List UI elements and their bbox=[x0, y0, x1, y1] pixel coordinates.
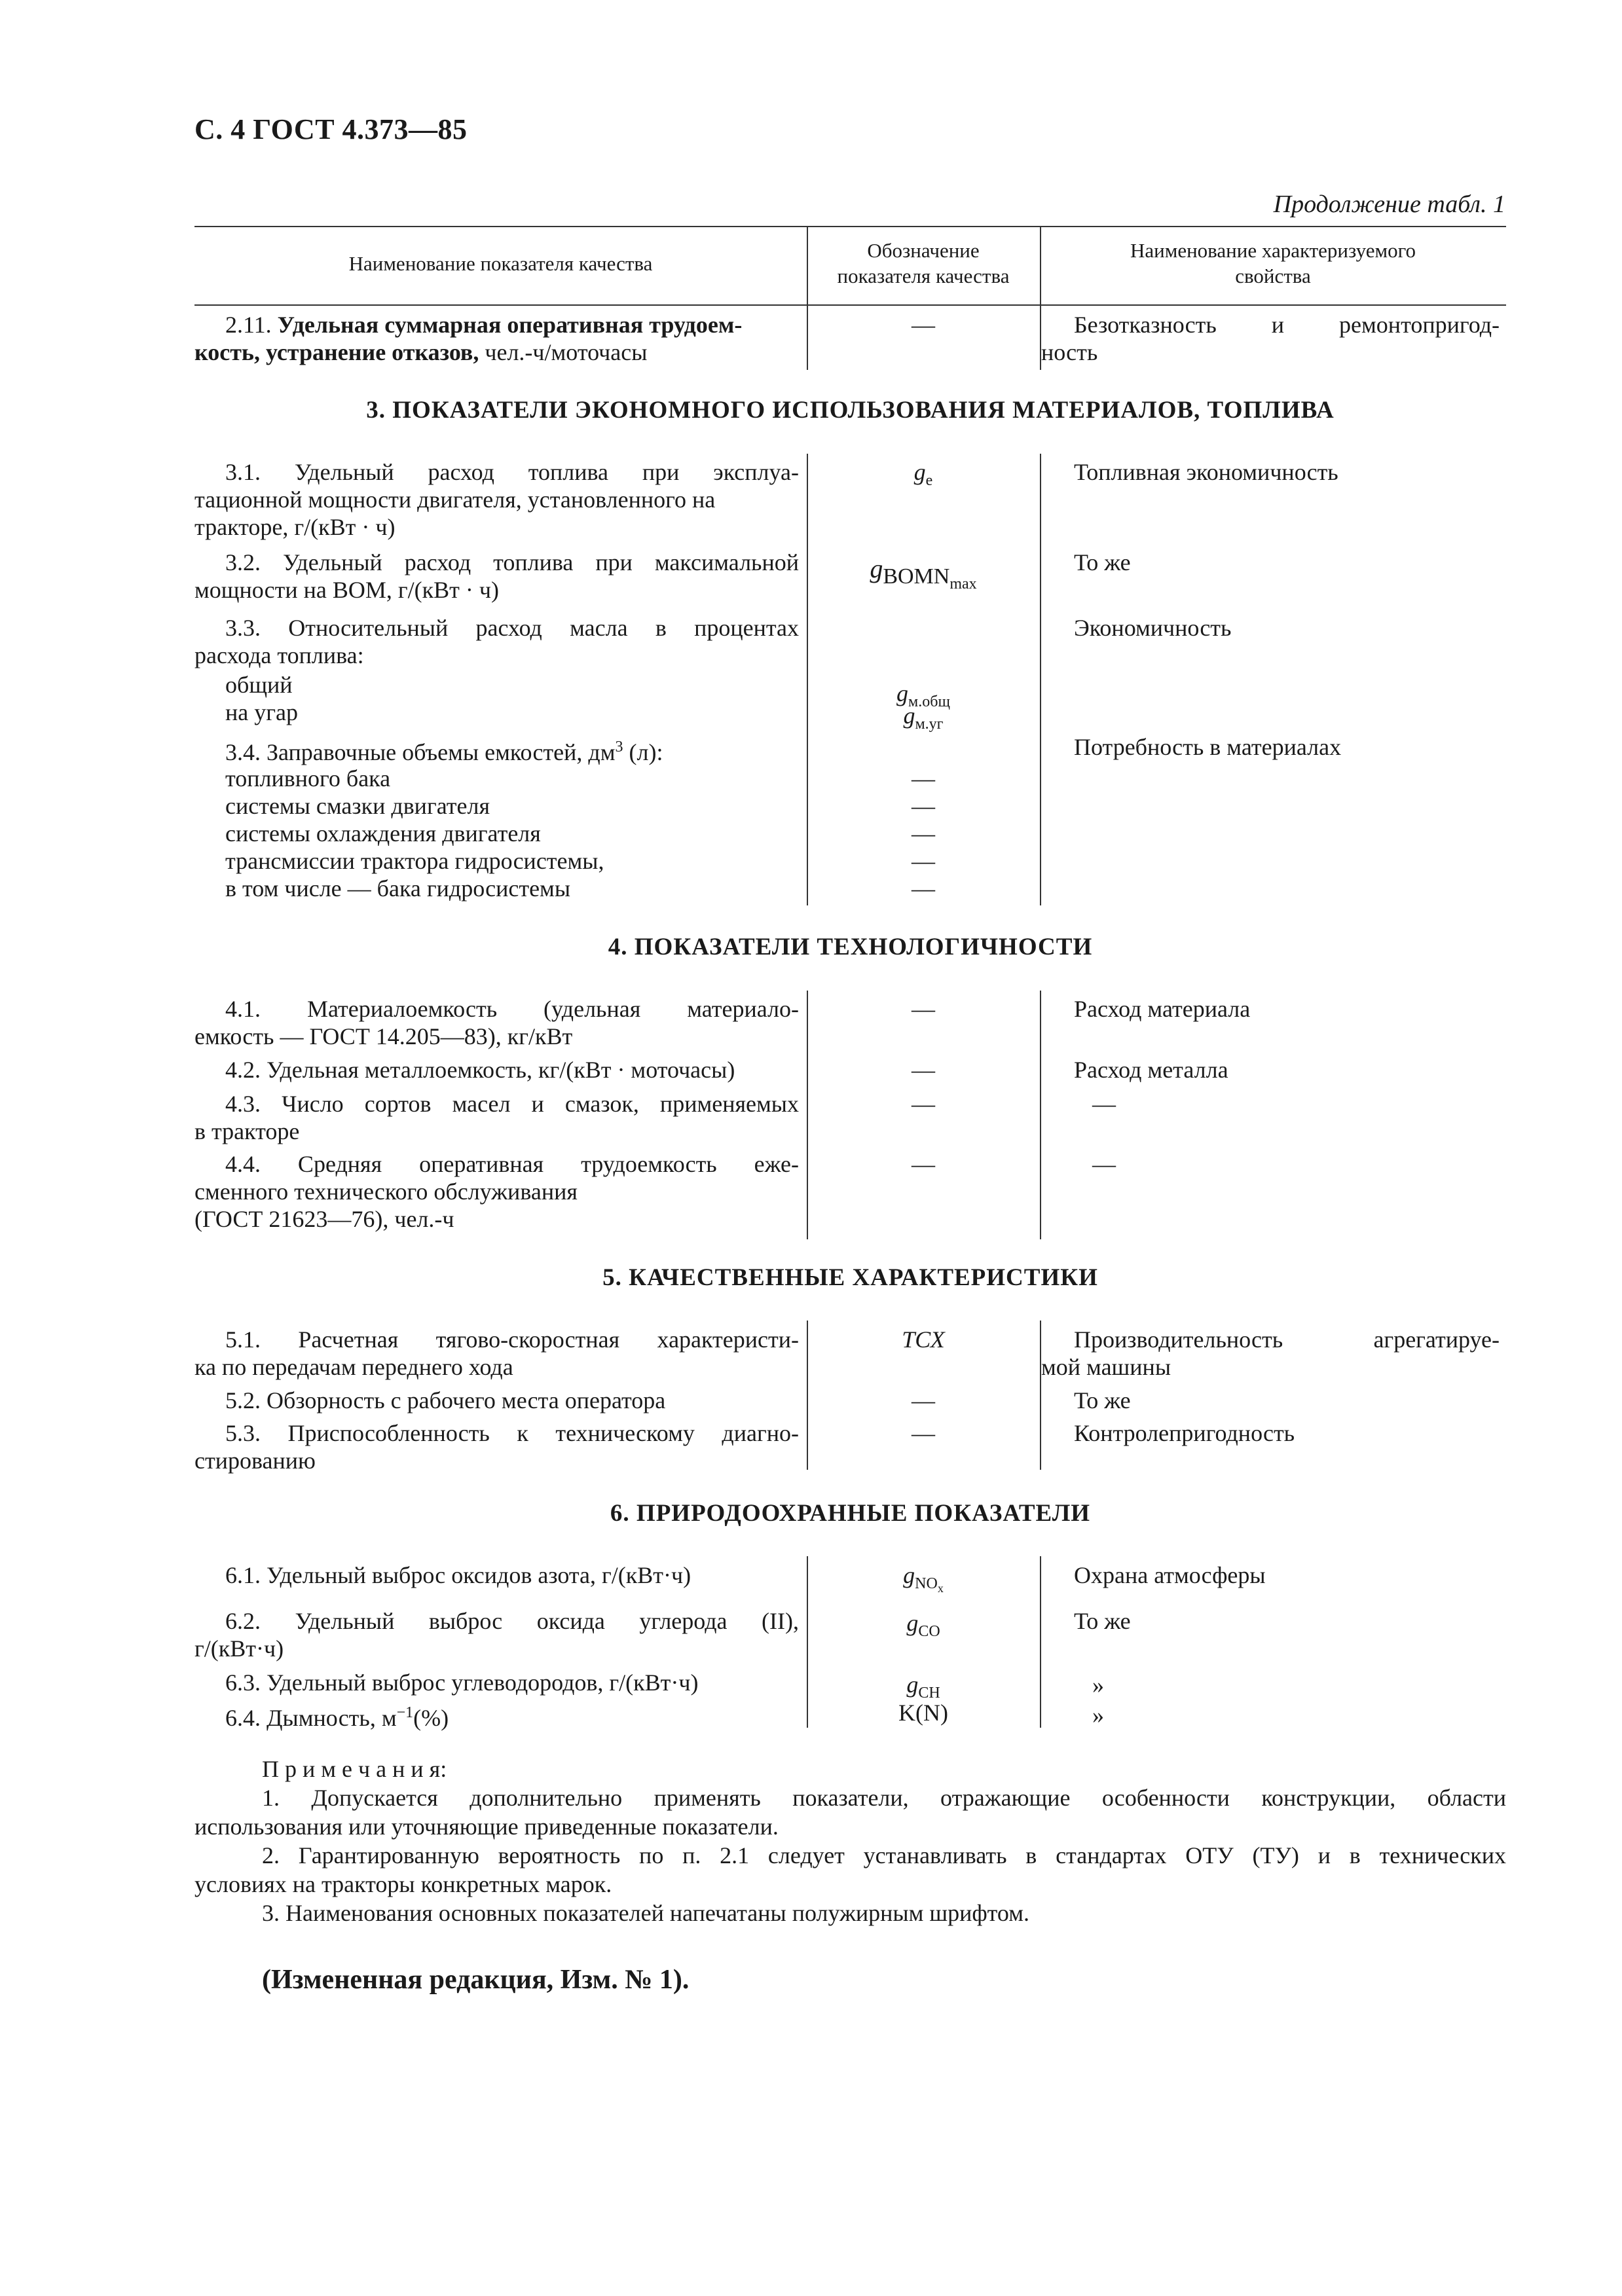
row-2-11-line2 bbox=[194, 338, 647, 366]
row-5-1-property-1: Производительность агрегатируе- bbox=[1074, 1326, 1500, 1353]
row-6-4-property: » bbox=[1092, 1702, 1104, 1728]
note-2-line2: условиях на тракторы конкретных марок. bbox=[194, 1871, 612, 1897]
symbol-ge: $g_e$ bbox=[913, 459, 933, 490]
row-4-2-property: Расход металла bbox=[1074, 1057, 1228, 1083]
header-col-property-l2: свойства bbox=[1235, 264, 1311, 287]
row-3-4-property: Потребность в материалах bbox=[1074, 734, 1342, 760]
row-5-3-symbol: — bbox=[912, 1420, 935, 1446]
amendment-note: (Измененная редакция, Изм. № 1). bbox=[262, 1965, 690, 1995]
row-4-1-line2: емкость — ГОСТ 14.205—83), кг/кВт bbox=[194, 1023, 573, 1049]
row-6-4-line1: 6.4. Дымность, $м^{-1}(\%)$ bbox=[225, 1704, 449, 1731]
row-6-2-line1: 6.2. Удельный выброс оксида углерода (II), bbox=[225, 1608, 799, 1634]
header-col-property-l1: Наименование характеризуемого bbox=[1130, 239, 1416, 262]
row-3-3-line2: расхода топлива: bbox=[194, 642, 364, 668]
symbol-tsx: ТСХ bbox=[902, 1326, 945, 1353]
symbol-kn: K(N) bbox=[898, 1700, 948, 1726]
row-3-1-line2: тационной мощности двигателя, установленного на bbox=[194, 486, 716, 513]
row-3-4-dash-5: — bbox=[912, 875, 935, 902]
section-5-title: 5. КАЧЕСТВЕННЫЕ ХАРАКТЕРИСТИКИ bbox=[602, 1264, 1098, 1291]
row-3-1-property: Топливная экономичность bbox=[1074, 459, 1338, 485]
row-2-11-symbol: — bbox=[912, 312, 935, 338]
note-2-line1: 2. Гарантированную вероятность по п. 2.1 следует устанавливать в стандартах ОТУ (ТУ) и в технических bbox=[262, 1842, 1506, 1868]
row-3-4-item-1: топливного бака bbox=[225, 765, 391, 792]
row-6-1-property: Охрана атмосферы bbox=[1074, 1562, 1266, 1588]
sec4-divider-2 bbox=[1040, 991, 1041, 1239]
section-6-title: 6. ПРИРОДООХРАННЫЕ ПОКАЗАТЕЛИ bbox=[610, 1500, 1091, 1527]
table-header-rule bbox=[194, 304, 1506, 306]
row-4-1-line1: 4.1. Материалоемкость (удельная материало- bbox=[225, 996, 799, 1022]
row-4-4-line2: сменного технического обслуживания bbox=[194, 1178, 578, 1205]
row-4-4-symbol: — bbox=[912, 1151, 935, 1177]
row-3-4-dash-4: — bbox=[912, 848, 935, 874]
row-5-2-symbol: — bbox=[912, 1387, 935, 1413]
note-1-line1: 1. Допускается дополнительно применять показатели, отражающие особенности конструкции, области bbox=[262, 1785, 1506, 1811]
row-3-2-property: То же bbox=[1074, 549, 1131, 575]
row-2-11-name-bold-2: кость, устранение отказов, bbox=[194, 339, 479, 365]
row-3-4-dash-2: — bbox=[912, 793, 935, 819]
sec5-divider-2 bbox=[1040, 1321, 1041, 1470]
row-3-4-line1: 3.4. Заправочные объемы емкостей, $дм^3$ (л): bbox=[225, 738, 663, 765]
row-4-2-line1: 4.2. Удельная металлоемкость, кг/(кВт · моточасы) bbox=[225, 1057, 735, 1083]
row-3-3-property: Экономичность bbox=[1074, 615, 1232, 641]
section-4-title: 4. ПОКАЗАТЕЛИ ТЕХНОЛОГИЧНОСТИ bbox=[608, 934, 1093, 960]
row-2-11-name-bold-1: Удельная суммарная оперативная трудоем- bbox=[277, 312, 743, 338]
row-5-1-line2: ка по передачам переднего хода bbox=[194, 1354, 513, 1380]
notes-heading: П р и м е ч а н и я: bbox=[262, 1756, 447, 1782]
row-3-3-item-burn: на угар bbox=[225, 699, 298, 725]
row-4-4-line3: (ГОСТ 21623—76), чел.-ч bbox=[194, 1206, 454, 1232]
symbol-g-nox: $g_{NO_x}$ bbox=[903, 1562, 944, 1595]
row-3-2-line1: 3.2. Удельный расход топлива при максимальной bbox=[225, 549, 799, 575]
row-4-3-line2: в тракторе bbox=[194, 1118, 300, 1144]
symbol-g-m-total: $g_{м.общ}$ bbox=[896, 680, 950, 711]
note-1-line2: использования или уточняющие приведенные показатели. bbox=[194, 1813, 779, 1840]
row-5-3-line2: стированию bbox=[194, 1448, 316, 1474]
table-continuation-caption: Продолжение табл. 1 bbox=[1273, 191, 1505, 218]
row-2-11-number: 2.11. bbox=[225, 312, 272, 338]
row-4-1-property: Расход материала bbox=[1074, 996, 1251, 1022]
row-3-1-line3: тракторе, г/(кВт · ч) bbox=[194, 514, 396, 540]
row-4-1-symbol: — bbox=[912, 996, 935, 1022]
row-3-2-line2: мощности на ВОМ, г/(кВт · ч) bbox=[194, 577, 499, 603]
row-3-4-dash-3: — bbox=[912, 820, 935, 847]
header-col-symbol-l1: Обозначение bbox=[867, 239, 980, 262]
section-3-title: 3. ПОКАЗАТЕЛИ ЭКОНОМНОГО ИСПОЛЬЗОВАНИЯ МАТЕРИАЛОВ, ТОПЛИВА bbox=[366, 397, 1335, 424]
row-6-3-property: » bbox=[1092, 1672, 1104, 1698]
row-4-4-line1: 4.4. Средняя оперативная трудоемкость еже- bbox=[225, 1151, 799, 1177]
row-5-3-property: Контролепригодность bbox=[1074, 1420, 1295, 1446]
row-3-3-item-total: общий bbox=[225, 672, 293, 698]
row-3-4-item-3: системы охлаждения двигателя bbox=[225, 820, 541, 847]
row-2-11-line1 bbox=[225, 311, 798, 338]
symbol-g-ch: $g_{CH}$ bbox=[906, 1671, 940, 1702]
symbol-g-vom-nmax: $g_{ВОМN_{max}}$ bbox=[870, 554, 977, 592]
row-4-4-property: — bbox=[1092, 1151, 1116, 1177]
row-6-1-line1: 6.1. Удельный выброс оксидов азота, г/(кВт·ч) bbox=[225, 1562, 691, 1588]
row-6-3-line1: 6.3. Удельный выброс углеводородов, г/(кВт·ч) bbox=[225, 1669, 699, 1696]
symbol-g-m-burn: $g_{м.уг}$ bbox=[903, 702, 944, 733]
row-5-1-line1: 5.1. Расчетная тягово-скоростная характеристи- bbox=[225, 1326, 799, 1353]
row-4-2-symbol: — bbox=[912, 1057, 935, 1083]
row-5-2-line1: 5.2. Обзорность с рабочего места оператора bbox=[225, 1387, 666, 1413]
header-col-name: Наименование показателя качества bbox=[348, 252, 653, 275]
row-3-4-item-5: в том числе — бака гидросистемы bbox=[225, 875, 571, 902]
page-header: С. 4 ГОСТ 4.373—85 bbox=[194, 113, 468, 145]
row-5-1-property-2: мой машины bbox=[1041, 1354, 1171, 1380]
row-4-3-symbol: — bbox=[912, 1091, 935, 1117]
row-5-3-line1: 5.3. Приспособленность к техническому диагно- bbox=[225, 1420, 799, 1446]
row-2-11-unit: чел.-ч/моточасы bbox=[485, 339, 648, 365]
row-5-2-property: То же bbox=[1074, 1387, 1131, 1413]
symbol-g-co: $g_{CO}$ bbox=[906, 1610, 940, 1641]
row-3-1-line1: 3.1. Удельный расход топлива при эксплуа- bbox=[225, 459, 799, 485]
row-2-11-property-2: ность bbox=[1041, 339, 1098, 365]
sec3-divider-2 bbox=[1040, 454, 1041, 905]
row-3-4-item-4: трансмиссии трактора гидросистемы, bbox=[225, 848, 604, 874]
row-3-4-dash-1: — bbox=[912, 765, 935, 792]
row-6-2-line2: г/(кВт·ч) bbox=[194, 1635, 284, 1662]
row-2-11-property-1: Безотказность и ремонтопригод- bbox=[1074, 312, 1500, 338]
header-col-symbol-l2: показателя качества bbox=[837, 264, 1010, 287]
row-4-3-line1: 4.3. Число сортов масел и смазок, применяемых bbox=[225, 1091, 799, 1117]
note-3-line1: 3. Наименования основных показателей напечатаны полужирным шрифтом. bbox=[262, 1900, 1030, 1926]
table-top-rule bbox=[194, 226, 1506, 227]
row-6-2-property: То же bbox=[1074, 1608, 1131, 1634]
sec6-divider-2 bbox=[1040, 1556, 1041, 1728]
row-4-3-property: — bbox=[1092, 1091, 1116, 1117]
row-3-3-line1: 3.3. Относительный расход масла в процентах bbox=[225, 615, 799, 641]
row-3-4-item-2: системы смазки двигателя bbox=[225, 793, 490, 819]
